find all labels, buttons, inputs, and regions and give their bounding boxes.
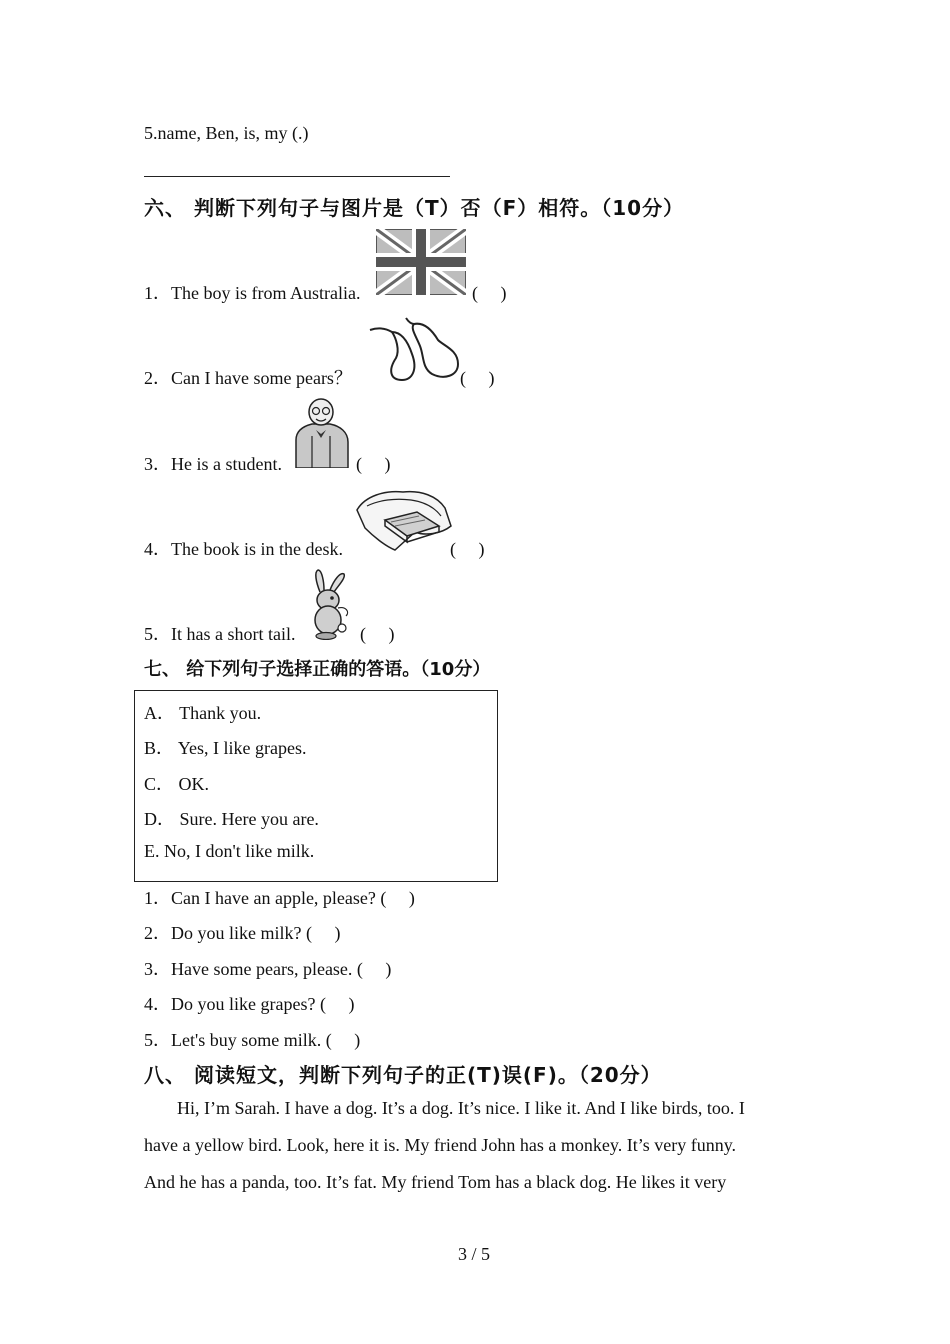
- section-7-heading: 七、 给下列句子选择正确的答语。（10分）: [144, 659, 491, 680]
- book-under-clothes-icon: [355, 486, 453, 554]
- page-number: 3 / 5: [458, 1244, 491, 1264]
- passage-line-2: have a yellow bird. Look, here it is. My friend John has a monkey. It’s very funny.: [144, 1135, 737, 1155]
- s7-question-1[interactable]: 1．Can I have an apple, please? ( ): [144, 888, 415, 908]
- s6-item-5-answer-paren[interactable]: ( ): [360, 624, 395, 644]
- s7-question-3[interactable]: 3．Have some pears, please. ( ): [144, 959, 392, 979]
- s7-question-4[interactable]: 4．Do you like grapes? ( ): [144, 994, 355, 1014]
- s6-item-2-answer-paren[interactable]: ( ): [460, 368, 495, 388]
- s6-item-2-text: 2．Can I have some pears？: [144, 368, 352, 388]
- uk-flag-icon: [376, 229, 466, 295]
- option-c: C． OK.: [144, 774, 210, 794]
- old-man-icon: [290, 396, 352, 468]
- rabbit-icon: [302, 568, 356, 640]
- s6-item-4-answer-paren[interactable]: ( ): [450, 539, 485, 559]
- option-a: A． Thank you.: [144, 703, 262, 723]
- option-e: E. No, I don't like milk.: [144, 841, 315, 861]
- passage-line-1: Hi, I’m Sarah. I have a dog. It’s a dog. It’s nice. I like it. And I like birds, too. I: [177, 1098, 745, 1118]
- s6-item-5-text: 5．It has a short tail.: [144, 624, 296, 644]
- previous-question-5: 5.name, Ben, is, my (.): [144, 123, 309, 143]
- s7-question-5[interactable]: 5．Let's buy some milk. ( ): [144, 1030, 361, 1050]
- s6-item-1-text: 1．The boy is from Australia.: [144, 283, 361, 303]
- pears-icon: [362, 312, 462, 382]
- s6-item-3-answer-paren[interactable]: ( ): [356, 454, 391, 474]
- answer-line: [144, 176, 450, 177]
- option-b: B． Yes, I like grapes.: [144, 738, 307, 758]
- option-d: D． Sure. Here you are.: [144, 809, 319, 829]
- passage-line-3: And he has a panda, too. It’s fat. My friend Tom has a black dog. He likes it very: [144, 1172, 727, 1192]
- s6-item-3-text: 3．He is a student.: [144, 454, 282, 474]
- section-6-heading: 六、 判断下列句子与图片是（T）否（F）相符。（10分）: [144, 196, 685, 220]
- section-8-heading: 八、 阅读短文，判断下列句子的正(T)误(F)。（20分）: [144, 1063, 662, 1087]
- s6-item-4-text: 4．The book is in the desk.: [144, 539, 343, 559]
- s6-item-1-answer-paren[interactable]: ( ): [472, 283, 507, 303]
- s7-question-2[interactable]: 2．Do you like milk? ( ): [144, 923, 341, 943]
